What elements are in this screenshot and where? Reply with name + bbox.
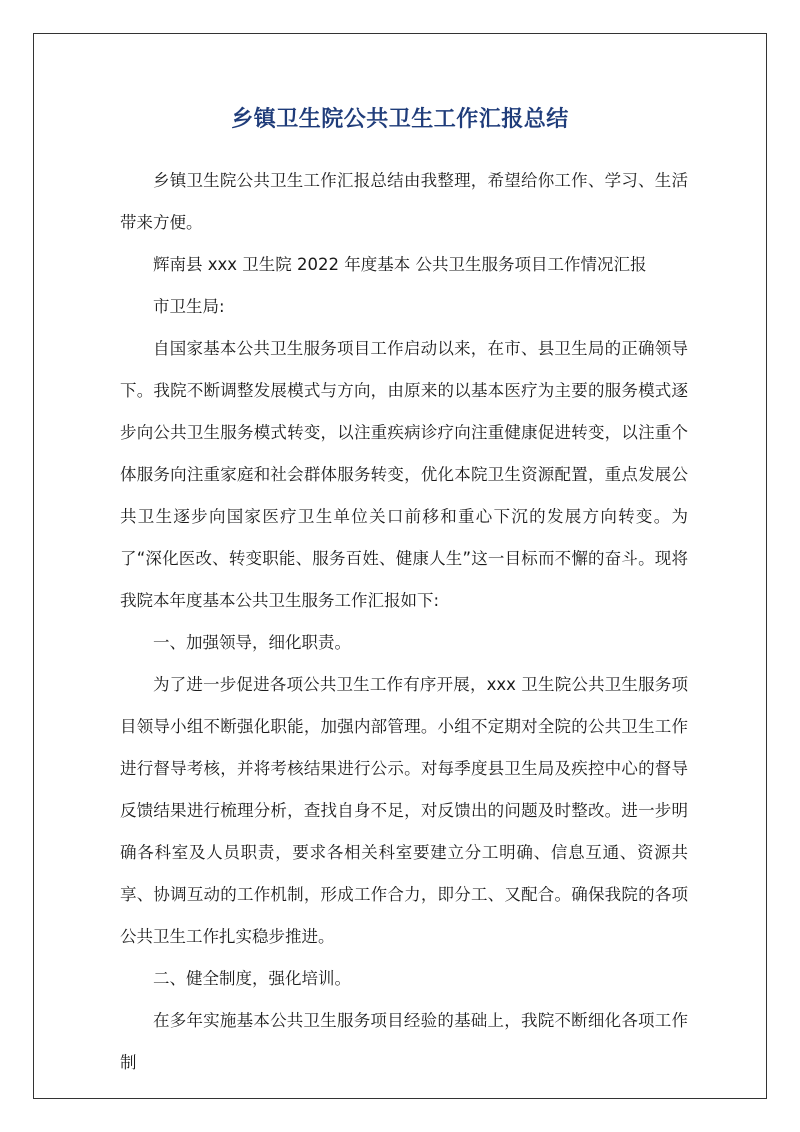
section-heading-2: 二、健全制度，强化培训。	[153, 969, 351, 988]
intro-paragraph: 乡镇卫生院公共卫生工作汇报总结由我整理，希望给你工作、学习、生活带来方便。	[120, 171, 688, 232]
body-paragraph: 自国家基本公共卫生服务项目工作启动以来，在市、县卫生局的正确领导下。我院不断调整发展模式与方向，由原来的以基本医疗为主要的服务模式逐步向公共卫生服务模式转变，以注重疾病诊疗向注重健康促进转变，以注重个体服务向注重家庭和社会群体服务转变，优化本院卫生资源配置，重点发展公共卫生逐步向国家医疗卫生单位关口前移和重心下沉的发展方向转变。为了“深化医改、转变职能、服务百姓、健康人生”这一目标而不懈的奋斗。现将我院本年度基本公共卫生服务工作汇报如下:	[120, 339, 688, 610]
body-paragraph: 在多年实施基本公共卫生服务项目经验的基础上，我院不断细化各项工作制	[120, 1011, 688, 1072]
report-heading: 辉南县 xxx 卫生院 2022 年度基本 公共卫生服务项目工作情况汇报	[153, 255, 647, 274]
document-title: 乡镇卫生院公共卫生工作汇报总结	[231, 107, 569, 132]
section-heading-1: 一、加强领导，细化职责。	[153, 633, 351, 652]
body-paragraph: 为了进一步促进各项公共卫生工作有序开展，xxx 卫生院公共卫生服务项目领导小组不断强化职能，加强内部管理。小组不定期对全院的公共卫生工作进行督导考核，并将考核结果进行公示。对每季度县卫生局及疾控中心的督导反馈结果进行梳理分析，查找自身不足，对反馈出的问题及时整改。进一步明确各科室及人员职责，要求各相关科室要建立分工明确、信息互通、资源共享、协调互动的工作机制，形成工作合力，即分工、又配合。确保我院的各项公共卫生工作扎实稳步推进。	[120, 675, 688, 946]
salutation: 市卫生局:	[153, 297, 225, 316]
document-body	[120, 160, 688, 1084]
